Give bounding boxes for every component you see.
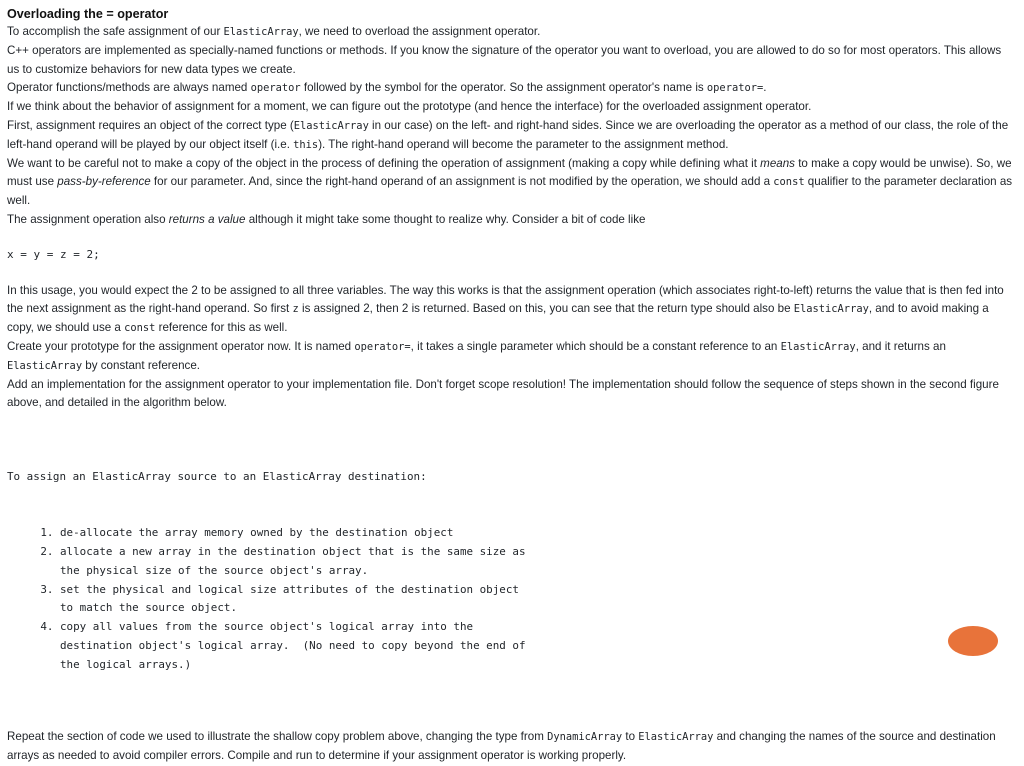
code-example: x = y = z = 2;: [7, 247, 100, 261]
paragraph-chained-assignment: In this usage, you would expect the 2 to be assigned to all three variables. The way this works is that the assignment operation (which associates right-to-left) returns the value that is then fed into the next assignment as the right-hand operand. So first z is assigned 2, then 2 is returned. Based on this, you can see that the return type should also be ElasticArray, and to avoid making a copy, we should use a const reference for this as well.: [7, 283, 1004, 335]
paragraph-return-value: The assignment operation also returns a value although it might take some thought to realize why. Consider a bit of code like: [7, 212, 646, 226]
step-text: the logical arrays.): [60, 657, 192, 671]
section-heading: Overloading the = operator: [7, 7, 169, 21]
algorithm-step-2: [7, 543, 1015, 562]
paragraph-prototype: If we think about the behavior of assignment for a moment, we can figure out the prototype (and hence the interface) for the overloaded assignment operator.: [7, 100, 812, 114]
step-text: to match the source object.: [60, 601, 238, 615]
step-text: the physical size of the source object's array.: [60, 563, 369, 577]
algorithm-intro: To assign an ElasticArray source to an ElasticArray destination:: [7, 469, 427, 483]
paragraph-pass-by-reference: We want to be careful not to make a copy of the object in the process of defining the operation of assignment (making a copy while defining what it means to make a copy would be unwise). So, we must use pass-by-reference for our parameter. And, since the right-hand operand of an assignment is not modified by the operation, we should add a const qualifier to the parameter declaration as well.: [7, 156, 1013, 208]
paragraph-operator-names: Operator functions/methods are always named operator followed by the symbol for the operator. So the assignment operator's name is operator=.: [7, 81, 767, 95]
paragraph-implementation: Add an implementation for the assignment operator to your implementation file. Don't forget scope resolution! The implementation should follow the sequence of steps shown in the second figure above, and detailed in the algorithm below.: [7, 377, 999, 410]
step-text: destination object's logical array. (No need to copy beyond the end of: [60, 638, 526, 652]
algorithm-block: [7, 430, 1015, 712]
floating-action-button[interactable]: [948, 626, 998, 656]
step-text: set the physical and logical size attributes of the destination object: [60, 582, 519, 596]
paragraph-operands: First, assignment requires an object of the correct type (ElasticArray in our case) on the left- and right-hand sides. Since we are overloading the operator as a method of our class, the role of the left-hand operand will be played by our object itself (i.e. this). The right-hand operand will become the parameter to the assignment method.: [7, 118, 1009, 151]
algorithm-step-3: [7, 581, 1015, 600]
step-number: 3.: [40, 582, 60, 596]
step-number: 2.: [40, 544, 60, 558]
algorithm-step-2-continuation: [7, 562, 1015, 581]
step-number: [7, 656, 60, 675]
step-text: copy all values from the source object's logical array into the: [60, 620, 474, 634]
algorithm-step-4: [7, 618, 1015, 637]
step-text: allocate a new array in the destination object that is the same size as: [60, 544, 526, 558]
step-number: 1.: [40, 526, 60, 540]
step-number: [7, 562, 60, 581]
paragraph-create-prototype: Create your prototype for the assignment operator now. It is named operator=, it takes a single parameter which should be a constant reference to an ElasticArray, and it returns an ElasticArray by constant reference.: [7, 339, 946, 372]
paragraph-intro: To accomplish the safe assignment of our ElasticArray, we need to overload the assignment operator.: [7, 25, 541, 38]
paragraph-cpp-operators: C++ operators are implemented as specially-named functions or methods. If you know the signature of the operator you want to overload, you are allowed to do so for most operators. This allows us to customize behaviors for new data types we create.: [7, 43, 1002, 76]
step-text: de-allocate the array memory owned by the destination object: [60, 526, 454, 540]
paragraph-repeat-section: Repeat the section of code we used to illustrate the shallow copy problem above, changing the type from DynamicArray to ElasticArray and changing the names of the source and destination arrays as needed to avoid compiler errors. Compile and run to determine if your assignment operator is working properly.: [7, 730, 996, 762]
algorithm-steps: [7, 524, 1015, 674]
step-number: [7, 637, 60, 656]
algorithm-step-3-continuation: [7, 599, 1015, 618]
algorithm-step-4-continuation: [7, 656, 1015, 675]
document-body: [7, 0, 1015, 766]
step-number: [7, 599, 60, 618]
step-number: 4.: [40, 620, 60, 634]
algorithm-step-4-continuation: [7, 637, 1015, 656]
algorithm-step-1: [7, 524, 1015, 543]
